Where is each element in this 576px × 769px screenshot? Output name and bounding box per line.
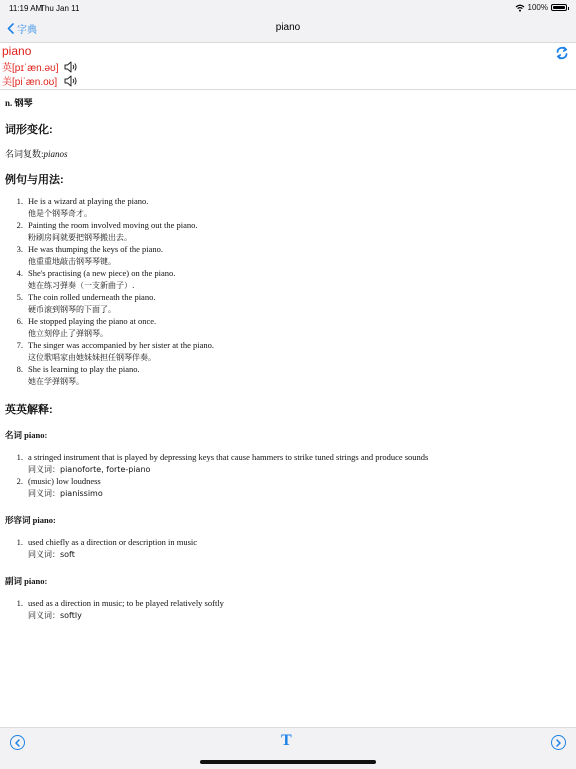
word-form-label: 名词复数: [5, 149, 44, 159]
font-size-button[interactable]: T [281, 732, 292, 749]
header-divider [0, 89, 576, 90]
word-form [5, 147, 68, 160]
pronunciation-uk [2, 59, 78, 74]
battery-percent: 100% [527, 3, 548, 12]
definition-pos-adverb: 副词 piano: [5, 576, 48, 586]
chevron-right-circle-icon [555, 739, 562, 747]
next-word-button[interactable] [551, 735, 566, 750]
definition-pos-adjective: 形容词 piano: [5, 515, 56, 525]
section-title-forms: 词形变化: [5, 124, 53, 136]
chevron-left-circle-icon [14, 739, 21, 747]
battery-icon [551, 4, 567, 11]
previous-word-button[interactable] [10, 735, 25, 750]
pronunciation-us-text: 美[piˈæn.oʊ] [2, 77, 58, 88]
speaker-icon[interactable] [64, 75, 78, 87]
speaker-icon[interactable] [64, 61, 78, 73]
status-date: Thu Jan 11 [40, 4, 80, 13]
section-title-examples: 例句与用法: [5, 174, 64, 186]
word-header [0, 43, 576, 89]
page-title: piano [275, 22, 301, 33]
definition-pos-noun: 名词 piano: [5, 430, 48, 440]
headword: piano [2, 44, 32, 58]
status-indicators [515, 3, 567, 12]
pronunciation-uk-text: 英[pɪˈæn.əʊ] [2, 63, 59, 74]
section-title-definitions: 英英解释: [5, 404, 53, 416]
pronunciation-us [2, 73, 78, 88]
word-form-value: pianos [43, 149, 68, 159]
refresh-icon[interactable] [555, 46, 569, 60]
part-of-speech: n. 钢琴 [5, 98, 33, 108]
status-time: 11:19 AM [9, 4, 43, 13]
navigation-bar [0, 0, 576, 43]
home-indicator [200, 760, 376, 764]
back-button-label: 字典 [17, 25, 37, 36]
wifi-icon [515, 4, 525, 12]
